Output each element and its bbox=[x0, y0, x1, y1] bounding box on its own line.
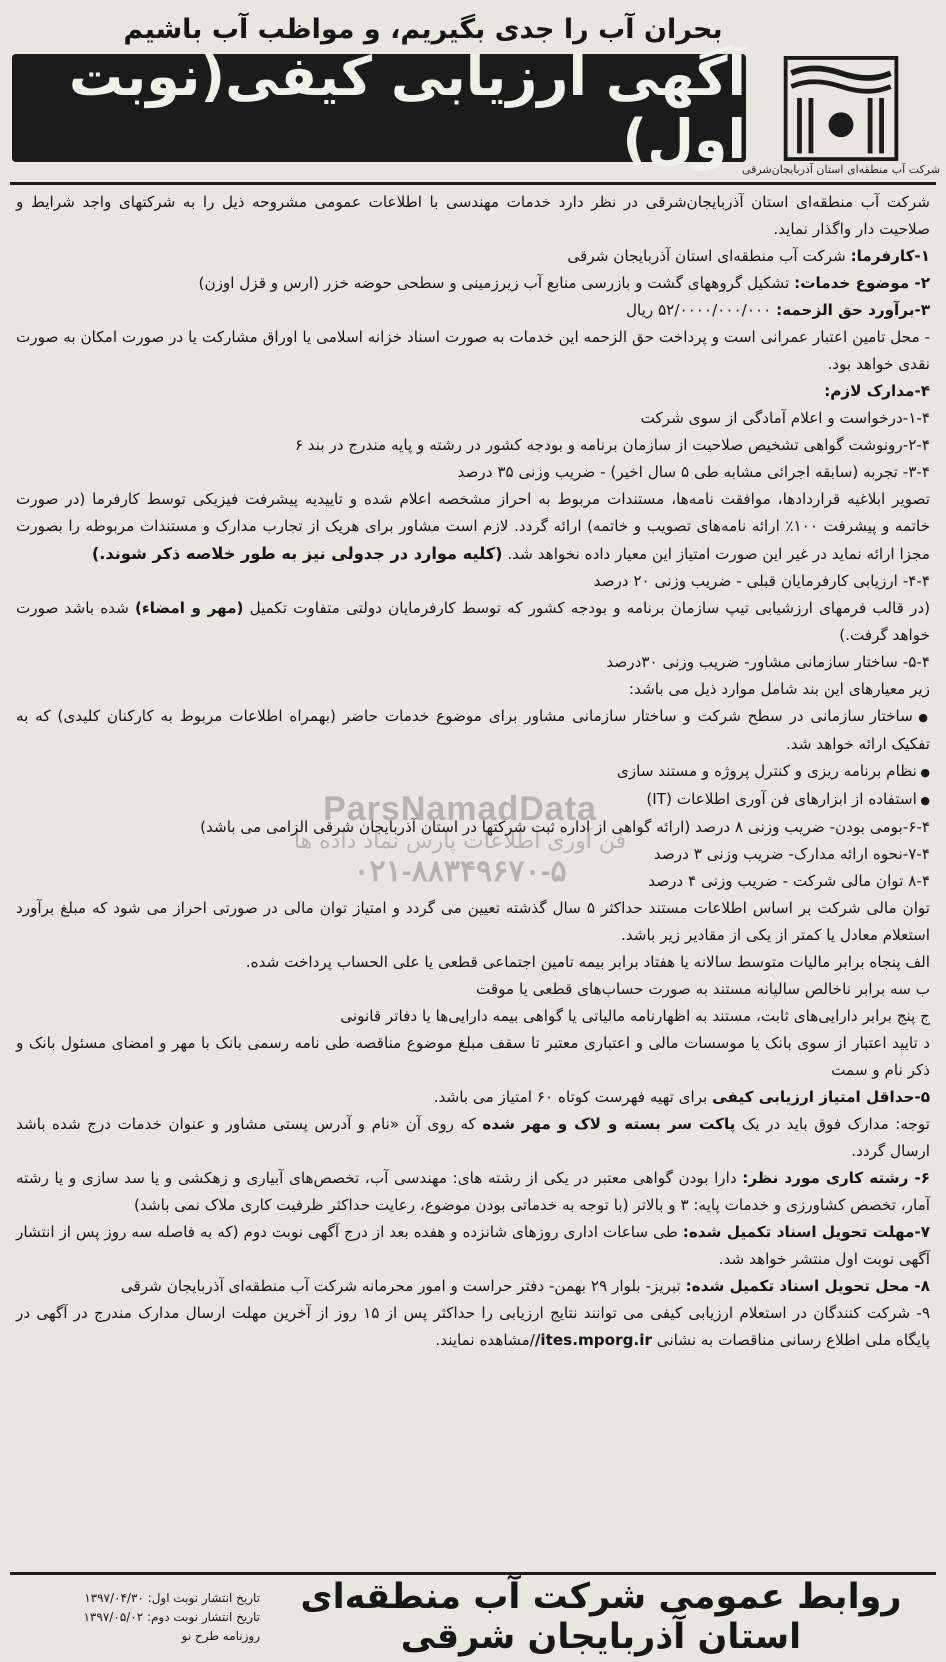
logo-box bbox=[741, 54, 941, 176]
section-documents bbox=[16, 378, 930, 405]
section-text: تبریز- بلوار ۲۹ بهمن- دفتر حراست و امور محرمانه شرکت آب منطقه‌ای آذربایجان شرقی bbox=[120, 1277, 681, 1295]
logo-caption: شرکت آب منطقه‌ای استان آذربایجان‌شرقی bbox=[741, 163, 941, 176]
financial-option-c: ج پنج برابر دارایی‌های ثابت، مستند به اظهارنامه مالیاتی یا گواهی بیمه دارایی‌ها یا دفاتر قانونی bbox=[340, 1007, 930, 1025]
financial-paragraph: توان مالی شرکت بر اساس اطلاعات مستند حداکثر ۵ سال گذشته تعیین می گردد و امتیاز توان مالی در صورتی احراز می شود که مبلغ برآورد استعلام معادل یا کمتر از یکی از مقادیر زیر باشد. bbox=[16, 899, 930, 944]
section-text: برای تهیه فهرست کوتاه ۶۰ امتیاز می باشد. bbox=[433, 1088, 708, 1106]
detail-text: (در قالب فرمهای ارزشیابی تیپ سازمان برنامه و بودجه کشور که توسط کارفرمایان دولتی متفاوت تکمیل bbox=[249, 599, 931, 617]
section-text: تشکیل گروههای گشت و بازرسی منابع آب زیرزمینی و سطحی حوضه خزر (ارس و قزل اوزن) bbox=[198, 274, 790, 292]
section-text: /مشاهده نمایند. bbox=[435, 1331, 535, 1349]
footer bbox=[10, 1572, 936, 1659]
section-text: طی ساعات اداری روزهای شانزده و هفده بعد از درج آگهی نوبت دوم (که به فاصله سه روز پس از انتشار آگهی نوبت اول منتشر خواهد شد. bbox=[16, 1223, 930, 1268]
doc-item-4: ۴-۴- ارزیابی کارفرمایان قبلی - ضریب وزنی ۲۰ درصد bbox=[593, 572, 930, 590]
criteria-bullet-2: ● نظام برنامه ریزی و کنترل پروژه و مستند سازی bbox=[16, 758, 930, 786]
section-deadline bbox=[16, 1219, 930, 1273]
section-subject bbox=[16, 270, 930, 297]
financial-option-a: الف پنجاه برابر مالیات متوسط سالانه یا هفتاد برابر بیمه تامین اجتماعی قطعی یا علی الحساب پرداخت شده. bbox=[245, 953, 930, 971]
section-text: ۹- شرکت کنندگان در استعلام ارزیابی کیفی می توانند نتایج ارزیابی را حداکثر پس از ۱۵ روز از آخرین مهلت ارسال مدارک مندرج در آگهی در پایگاه ملی اطلاع رسانی مناقصات به نشانی bbox=[16, 1304, 930, 1349]
doc-item-2: ۲-۴-رونوشت گواهی تشخیص صلاحیت از سازمان برنامه و بودجه کشور در رشته و پایه مندرج در بند ۶ bbox=[294, 436, 930, 454]
divider bbox=[10, 182, 936, 185]
note-bold: پاکت سر بسته و لاک و مهر شده bbox=[482, 1115, 736, 1133]
doc-item-6: ۶-۴-بومی بودن- ضریب وزنی ۸ درصد (ارائه گواهی از اداره ثبت شرکتها در استان آذربایجان شرقی الزامی می باشد) bbox=[200, 818, 930, 836]
detail-bold-note: (کلیه موارد در جدولی نیز به طور خلاصه ذکر شوند.) bbox=[91, 544, 503, 563]
section-label: ۶- رشته کاری مورد نظر: bbox=[742, 1169, 930, 1187]
section-results bbox=[16, 1300, 930, 1354]
section-label: ۳-برآورد حق الزحمه: bbox=[776, 301, 930, 319]
section-text: شرکت آب منطقه‌ای استان آذربایجان شرقی bbox=[567, 247, 846, 265]
newspaper-name: روزنامه طرح نو bbox=[181, 1628, 260, 1643]
financial-option-d: د تایید اعتبار از سوی بانک یا موسسات مالی و اعتباری معتبر تا سقف مبلغ موضوع مناقصه طی نامه رسمی بانک با مهر و امضای مسئول بانک و ذکر نام و سمت bbox=[16, 1034, 930, 1079]
section-label: ۸- محل تحویل اسناد تکمیل شده: bbox=[685, 1277, 930, 1295]
criteria-bullet-3: ● استفاده از ابزارهای فن آوری اطلاعات (IT) bbox=[16, 786, 930, 814]
section-label: ۲- موضوع خدمات: bbox=[794, 274, 930, 292]
financial-option-b: ب سه برابر ناخالص سالیانه مستند به صورت حساب‌های قطعی یا موقت bbox=[475, 980, 930, 998]
section-label: ۴-مدارک لازم: bbox=[824, 382, 930, 400]
watermark-phone: ۰۲۱-۸۸۳۴۹۶۷۰-۵ bbox=[353, 855, 567, 888]
section-field bbox=[16, 1165, 930, 1219]
detail-text: تصویر ابلاغیه قراردادها، موافقت نامه‌ها، مستندات مربوط به احراز مشخصه اعلام شده و تاییدیه پیشرفت فیزیکی توسط کارفرما (در صورت خاتمه و پیشرفت ۱۰۰٪ ارائه نامه‌های تصویب و خاتمه) ارائه گردد. لازم است مشاور برای هریک از تجارب مدارک و مستندات مربوطه را بصورت مجزا ارائه نماید در غیر این صورت امتیاز این معیار داده نخواهد شد. bbox=[16, 490, 930, 563]
section-min-score bbox=[16, 1084, 930, 1111]
doc-item-8: ۸-۴ توان مالی شرکت - ضریب وزنی ۴ درصد bbox=[648, 872, 930, 890]
doc-item-3: ۳-۴- تجربه (سابقه اجرائی مشابه طی ۵ سال اخیر) - ضریب وزنی ۳۵ درصد bbox=[457, 463, 930, 481]
watermark-subtitle: فن آوری اطلاعات پارس نماد داده ها bbox=[293, 829, 627, 854]
doc-item-3-detail bbox=[16, 486, 930, 568]
notice-title: آگهی ارزیابی کیفی(نوبت اول) bbox=[12, 54, 746, 162]
doc-item-1: ۱-۴-درخواست و اعلام آمادگی از سوی شرکت bbox=[640, 409, 930, 427]
section-label: ۷-مهلت تحویل اسناد تکمیل شده: bbox=[682, 1223, 930, 1241]
estimate-amount: ۵۲/۰۰۰۰/۰۰۰/۰۰۰ ریال bbox=[625, 301, 772, 319]
section-employer bbox=[16, 243, 930, 270]
publication-dates bbox=[10, 1589, 266, 1646]
detail-text: شده باشد صورت خواهد گرفت.) bbox=[16, 599, 930, 644]
doc-item-5: ۵-۴- ساختار سازمانی مشاور- ضریب وزنی ۳۰درصد bbox=[606, 653, 930, 671]
water-company-logo-icon bbox=[781, 56, 901, 161]
doc-item-7: ۷-۴-نحوه ارائه مدارک- ضریب وزنی ۳ درصد bbox=[653, 845, 930, 863]
section-label: ۵-حداقل امتیاز ارزیابی کیفی bbox=[712, 1088, 930, 1106]
note-text: که روی آن «نام و آدرس پستی مشاور و عنوان خدمات درج شده باشد ارسال گردد. bbox=[16, 1115, 930, 1160]
notice-body bbox=[10, 189, 936, 1354]
intro-paragraph: شرکت آب منطقه‌ای استان آذربایجان‌شرقی در نظر دارد خدمات مهندسی با اطلاعات عمومی مشروحه ذیل را به شرکتهای واجد شرایط و صلاحیت دار واگذار نماید. bbox=[16, 193, 930, 238]
tenders-website-link[interactable]: /ites.mporg.ir bbox=[534, 1331, 652, 1349]
publication-date-first: تاریخ انتشار نوبت اول: ۱۳۹۷/۰۴/۳۰ bbox=[84, 1590, 260, 1605]
title-banner bbox=[10, 45, 941, 176]
note-text: توجه: مدارک فوق باید در یک bbox=[741, 1115, 930, 1133]
section-location bbox=[16, 1273, 930, 1300]
section-text: دارا بودن گواهی معتبر در یکی از رشته های: مهندسی آب، تخصص‌های آبیاری و زهکشی و یا سد سازی و یا رشته آمار، تخصص کشاورزی و خدمات پایه: ۳ و بالاتر (با توجه به خدماتی بودن موضوع، رعایت حداکثر ظرفیت کاری ملاک نمی باشد) bbox=[16, 1169, 930, 1214]
slogan: بحران آب را جدی بگیریم، و مواظب آب باشیم bbox=[123, 14, 723, 45]
publication-date-second: تاریخ انتشار نوبت دوم: ۱۳۹۷/۰۵/۰۲ bbox=[83, 1609, 260, 1624]
watermark-brand: ParsNamadData bbox=[323, 790, 597, 828]
footer-title: روابط عمومی شرکت آب منطقه‌ای استان آذربایجان شرقی bbox=[300, 1577, 902, 1657]
section-label: ۱-کارفرما: bbox=[850, 247, 930, 265]
section-estimate bbox=[16, 297, 930, 324]
detail-bold: (مهر و امضاء) bbox=[134, 599, 244, 617]
doc-item-5-intro: زیر معیارهای این بند شامل موارد ذیل می باشد: bbox=[628, 680, 930, 698]
criteria-bullet-1: ● ساختار سازمانی در سطح شرکت و ساختار سازمانی مشاور برای موضوع خدمات حاضر (بهمراه اطلاعات مربوط به کارکنان کلیدی) که به تفکیک ارائه خواهد شد. bbox=[16, 703, 930, 758]
doc-item-4-detail bbox=[16, 595, 930, 649]
submission-note bbox=[16, 1111, 930, 1165]
funding-paragraph: - محل تامین اعتبار عمرانی است و پرداخت حق الزحمه این خدمات به صورت اسناد خزانه اسلامی یا اوراق مشارکت یا در صورت امکان به صورت نقدی خواهد بود. bbox=[16, 328, 930, 373]
